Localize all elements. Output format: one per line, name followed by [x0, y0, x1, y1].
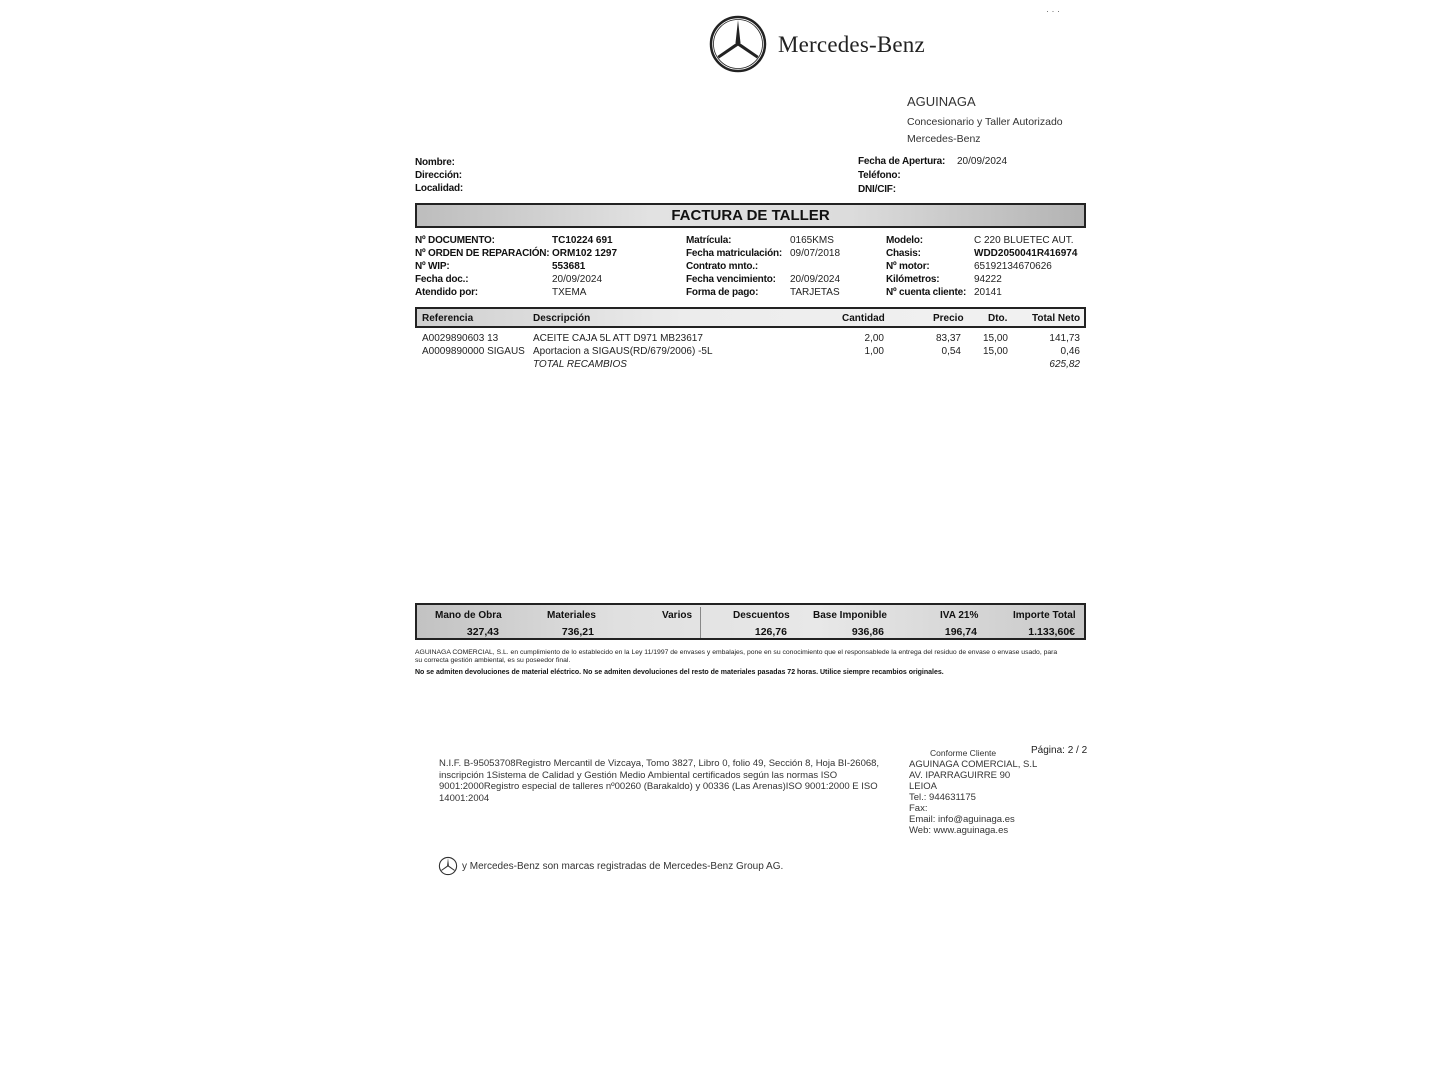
doc-label: Kilómetros:	[886, 274, 940, 285]
row-ref: A0009890000 SIGAUS	[422, 346, 525, 357]
doc-value: 0165KMS	[790, 235, 834, 246]
company-tel: Tel.: 944631175	[909, 792, 976, 803]
doc-value: C 220 BLUETEC AUT.	[974, 235, 1074, 246]
scan-marks: · · ·	[1046, 6, 1060, 16]
doc-label: Nº motor:	[886, 261, 930, 272]
doc-value: 09/07/2018	[790, 248, 841, 259]
varios-label: Varios	[662, 610, 693, 621]
legal-text-line-1: AGUINAGA COMERCIAL, S.L. en cumplimiento de lo establecido en la Ley 11/1997 de envases y embalajes, pone en su conocimiento que el responsablede la entrega del residuo de envase o envase usado, para	[415, 649, 1058, 656]
trademark-notice: y Mercedes-Benz son marcas registradas de Mercedes-Benz Group AG.	[462, 861, 784, 872]
doc-value: TXEMA	[552, 287, 587, 298]
mano-obra-label: Mano de Obra	[435, 610, 502, 621]
doc-value: TARJETAS	[790, 287, 840, 298]
page-number: Página: 2 / 2	[1031, 745, 1088, 756]
company-web: Web: www.aguinaga.es	[909, 825, 1009, 836]
parts-table-header	[415, 307, 1086, 328]
row-desc: ACEITE CAJA 5L ATT D971 MB23617	[533, 333, 703, 344]
iva-value: 196,74	[944, 626, 977, 638]
doc-value: WDD2050041R416974	[974, 248, 1078, 259]
base-imponible-label: Base Imponible	[813, 610, 887, 621]
materiales-value: 736,21	[561, 626, 594, 638]
fecha-apertura-value: 20/09/2024	[957, 156, 1008, 167]
doc-value: 94222	[974, 274, 1002, 285]
materiales-label: Materiales	[547, 610, 596, 621]
doc-value: ORM102 1297	[552, 248, 618, 259]
mano-obra-value: 327,43	[466, 626, 499, 638]
col-referencia: Referencia	[422, 313, 474, 324]
direccion-label: Dirección:	[415, 170, 462, 181]
dealer-line-2: Mercedes-Benz	[907, 133, 981, 145]
doc-label: Nº ORDEN DE REPARACIÓN:	[415, 248, 550, 259]
company-email: Email: info@aguinaga.es	[909, 814, 1015, 825]
importe-total-value: 1.133,60€	[1028, 626, 1075, 638]
company-address: AV. IPARRAGUIRRE 90	[909, 770, 1011, 781]
importe-total-label: Importe Total	[1013, 610, 1076, 621]
doc-label: Nº WIP:	[415, 261, 450, 272]
brand-wordmark: Mercedes-Benz	[778, 32, 925, 57]
row-total: 141,73	[1049, 333, 1080, 344]
descuentos-label: Descuentos	[733, 610, 790, 621]
row-total: 0,46	[1060, 346, 1080, 357]
descuentos-value: 126,76	[754, 626, 787, 638]
totals-divider	[700, 607, 701, 638]
doc-label: Modelo:	[886, 235, 923, 246]
conforme-cliente: Conforme Cliente	[930, 748, 997, 758]
total-recambios-value: 625,82	[1049, 359, 1080, 370]
col-descripcion: Descripción	[533, 313, 591, 324]
doc-value: 20/09/2024	[790, 274, 841, 285]
localidad-label: Localidad:	[415, 183, 464, 194]
invoice-title: FACTURA DE TALLER	[415, 203, 1086, 228]
legal-text-line-2: su correcta gestión ambiental, es su poseedor final.	[415, 657, 571, 664]
doc-label: Fecha doc.:	[415, 274, 469, 285]
doc-label: Matrícula:	[686, 235, 732, 246]
row-dto: 15,00	[982, 333, 1008, 344]
row-desc: Aportacion a SIGAUS(RD/679/2006) -5L	[533, 346, 713, 357]
total-recambios-label: TOTAL RECAMBIOS	[533, 359, 627, 370]
nif-registry-text: N.I.F. B-95053708Registro Mercantil de Vizcaya, Tomo 3827, Libro 0, folio 49, Sección 8, Hoja BI-26068, inscripción 1Sistema de Calidad y Gestión Medio Ambiental certificados según las normas ISO 9001:2000Registro especial de talleres nº00260 (Barakaldo) y 00336 (Las Arenas)ISO 9001:2000 E ISO 14001:2004	[439, 758, 880, 804]
doc-value: 20141	[974, 287, 1002, 298]
doc-label: Nº cuenta cliente:	[886, 287, 967, 298]
iva-label: IVA 21%	[940, 610, 979, 621]
mercedes-star-logo-icon	[708, 14, 768, 74]
nombre-label: Nombre:	[415, 157, 455, 168]
mercedes-star-small-icon	[438, 856, 458, 876]
company-name: AGUINAGA COMERCIAL, S.L	[909, 759, 1038, 770]
base-imponible-value: 936,86	[851, 626, 884, 638]
col-precio: Precio	[933, 313, 964, 324]
row-dto: 15,00	[982, 346, 1008, 357]
fecha-apertura-label: Fecha de Apertura:	[858, 156, 946, 167]
devoluciones-notice: No se admiten devoluciones de material eléctrico. No se admiten devoluciones del resto de materiales pasadas 72 horas. Utilice siempre recambios originales.	[415, 669, 944, 676]
doc-label: Atendido por:	[415, 287, 478, 298]
totals-summary	[415, 603, 1086, 640]
doc-label: Fecha vencimiento:	[686, 274, 776, 285]
col-cantidad: Cantidad	[842, 313, 885, 324]
doc-label: Forma de pago:	[686, 287, 759, 298]
doc-label: Fecha matriculación:	[686, 248, 783, 259]
doc-label: Chasis:	[886, 248, 921, 259]
row-cant: 1,00	[864, 346, 884, 357]
telefono-label: Teléfono:	[858, 170, 901, 181]
company-fax: Fax:	[909, 803, 928, 814]
doc-value: TC10224 691	[552, 235, 613, 246]
col-total-neto: Total Neto	[1032, 313, 1081, 324]
doc-label: Contrato mnto.:	[686, 261, 758, 272]
row-ref: A0029890603 13	[422, 333, 499, 344]
col-dto: Dto.	[988, 313, 1008, 324]
dealer-line-1: Concesionario y Taller Autorizado	[907, 116, 1063, 128]
row-precio: 83,37	[935, 333, 961, 344]
doc-value: 553681	[552, 261, 586, 272]
row-precio: 0,54	[941, 346, 961, 357]
dealer-name: AGUINAGA	[907, 94, 976, 109]
doc-value: 20/09/2024	[552, 274, 603, 285]
row-cant: 2,00	[864, 333, 884, 344]
doc-label: Nº DOCUMENTO:	[415, 235, 495, 246]
dni-label: DNI/CIF:	[858, 184, 896, 195]
doc-value: 65192134670626	[974, 261, 1052, 272]
company-city: LEIOA	[909, 781, 937, 792]
